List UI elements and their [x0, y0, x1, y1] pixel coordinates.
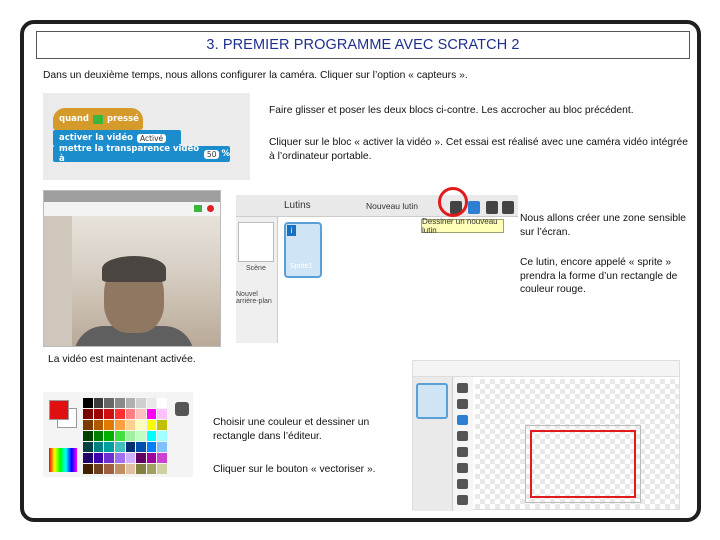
- brush-tool-icon[interactable]: [457, 383, 468, 393]
- color-swatch[interactable]: [83, 442, 93, 452]
- color-swatch[interactable]: [126, 431, 136, 441]
- color-swatch[interactable]: [104, 464, 114, 474]
- color-swatch[interactable]: [136, 420, 146, 430]
- rectangle-tool-icon[interactable]: [457, 415, 468, 425]
- paint-editor-topbar: [413, 361, 679, 377]
- new-backdrop-label: Nouvel arrière-plan: [236, 291, 272, 305]
- color-swatch[interactable]: [157, 420, 167, 430]
- activate-video-label: activer la vidéo: [59, 133, 133, 143]
- color-swatch[interactable]: [126, 453, 136, 463]
- color-swatch[interactable]: [115, 398, 125, 408]
- ellipse-tool-icon[interactable]: [457, 431, 468, 441]
- color-swatch[interactable]: [94, 453, 104, 463]
- sprite-description-text: Ce lutin, encore appelé « sprite » prendra la forme d’un rectangle de couleur rouge.: [520, 257, 678, 295]
- color-swatch[interactable]: [147, 464, 157, 474]
- color-swatch[interactable]: [83, 464, 93, 474]
- color-swatch[interactable]: [126, 464, 136, 474]
- video-activated-caption: La vidéo est maintenant activée.: [48, 354, 196, 365]
- color-swatch[interactable]: [104, 420, 114, 430]
- color-swatch[interactable]: [83, 453, 93, 463]
- color-swatch[interactable]: [126, 398, 136, 408]
- color-swatch[interactable]: [136, 453, 146, 463]
- color-grid[interactable]: [83, 398, 167, 474]
- costume-list: [413, 377, 453, 511]
- hat-label: quand: [59, 114, 90, 124]
- scratch-blocks-image: [43, 93, 250, 180]
- eyedropper-icon[interactable]: [175, 402, 189, 416]
- text-tool-icon[interactable]: [457, 447, 468, 457]
- sensitive-zone-text: Nous allons créer une zone sensible sur l’écran.: [520, 213, 686, 238]
- color-swatch[interactable]: [126, 420, 136, 430]
- when-flag-clicked-block[interactable]: [53, 108, 143, 130]
- color-swatch[interactable]: [94, 431, 104, 441]
- green-flag-icon[interactable]: [194, 205, 202, 212]
- transparency-value[interactable]: 50: [204, 150, 220, 159]
- intro-text: Dans un deuxième temps, nous allons configurer la caméra. Cliquer sur l’option « capteurs ».: [43, 70, 468, 81]
- person-hair: [102, 256, 166, 282]
- sprites-header-label: Lutins: [284, 200, 311, 211]
- color-swatch[interactable]: [147, 431, 157, 441]
- color-swatch[interactable]: [157, 453, 167, 463]
- vectorize-text: Cliquer sur le bouton « vectoriser ».: [213, 464, 376, 475]
- camera-sprite-icon[interactable]: [502, 201, 514, 214]
- color-swatch[interactable]: [104, 453, 114, 463]
- color-swatch[interactable]: [115, 442, 125, 452]
- color-swatch[interactable]: [126, 442, 136, 452]
- transparency-unit: %: [221, 149, 230, 159]
- color-swatch[interactable]: [115, 453, 125, 463]
- color-swatch[interactable]: [136, 409, 146, 419]
- stage-column: [236, 217, 278, 343]
- color-swatch[interactable]: [147, 398, 157, 408]
- color-swatch[interactable]: [104, 398, 114, 408]
- red-rectangle-sprite[interactable]: [530, 430, 636, 498]
- color-swatch[interactable]: [136, 464, 146, 474]
- color-swatch[interactable]: [136, 431, 146, 441]
- color-swatch[interactable]: [157, 398, 167, 408]
- color-swatch[interactable]: [104, 409, 114, 419]
- color-swatch[interactable]: [147, 409, 157, 419]
- color-swatch[interactable]: [157, 442, 167, 452]
- color-swatch[interactable]: [115, 464, 125, 474]
- stage-label: Scène: [246, 265, 266, 272]
- draw-rectangle-text: Choisir une couleur et dessiner un rectangle dans l’éditeur.: [213, 417, 370, 442]
- click-block-text: Cliquer sur le bloc « activer la vidéo ». Cet essai est réalisé avec une caméra vidéo intégrée à l’ordinateur portable.: [269, 137, 688, 162]
- color-swatch[interactable]: [115, 420, 125, 430]
- color-swatch[interactable]: [83, 431, 93, 441]
- drag-blocks-text: Faire glisser et poser les deux blocs ci-contre. Les accrocher au bloc précédent.: [269, 105, 634, 116]
- info-icon[interactable]: i: [287, 225, 296, 236]
- activate-video-dropdown[interactable]: Activé: [137, 134, 166, 143]
- primary-color-swatch[interactable]: [49, 400, 69, 420]
- hat-flag-label: pressé: [107, 114, 139, 124]
- page-title: 3. PREMIER PROGRAMME AVEC SCRATCH 2: [206, 37, 520, 53]
- camera-video-feed: [44, 216, 220, 346]
- color-swatch[interactable]: [83, 398, 93, 408]
- sprite1-label: Sprite1: [290, 263, 313, 270]
- sprite1-thumbnail[interactable]: [284, 222, 322, 278]
- select-tool-icon[interactable]: [457, 495, 468, 505]
- color-swatch[interactable]: [136, 442, 146, 452]
- stage-thumbnail[interactable]: [238, 222, 274, 262]
- fill-tool-icon[interactable]: [457, 463, 468, 473]
- transparency-label: mettre la transparence vidéo à: [59, 144, 200, 164]
- color-swatch[interactable]: [83, 409, 93, 419]
- color-spectrum[interactable]: [49, 448, 77, 472]
- color-swatch[interactable]: [157, 431, 167, 441]
- eraser-tool-icon[interactable]: [457, 479, 468, 489]
- color-swatch[interactable]: [115, 431, 125, 441]
- color-swatch[interactable]: [94, 420, 104, 430]
- highlight-circle: [438, 187, 468, 217]
- new-sprite-label: Nouveau lutin: [366, 201, 418, 211]
- title-box: [36, 31, 690, 59]
- paint-sprite-tooltip: Dessiner un nouveau lutin: [421, 219, 504, 233]
- paint-new-sprite-icon[interactable]: [468, 201, 480, 214]
- color-swatch[interactable]: [147, 453, 157, 463]
- stage-toolbar: [44, 202, 220, 216]
- color-swatch[interactable]: [126, 409, 136, 419]
- color-swatch[interactable]: [147, 442, 157, 452]
- green-flag-icon: [93, 115, 103, 124]
- color-swatch[interactable]: [136, 398, 146, 408]
- color-swatch[interactable]: [104, 431, 114, 441]
- background-door: [44, 216, 72, 346]
- stop-icon[interactable]: [207, 205, 214, 212]
- color-swatch[interactable]: [94, 442, 104, 452]
- color-swatch[interactable]: [94, 464, 104, 474]
- scratch-editor-screenshot: [43, 190, 221, 347]
- color-swatch[interactable]: [104, 442, 114, 452]
- color-swatch[interactable]: [83, 420, 93, 430]
- upload-sprite-icon[interactable]: [486, 201, 498, 214]
- sprite-panel-header: [236, 195, 518, 217]
- color-swatch[interactable]: [115, 409, 125, 419]
- color-swatch[interactable]: [94, 409, 104, 419]
- color-swatch[interactable]: [157, 464, 167, 474]
- line-tool-icon[interactable]: [457, 399, 468, 409]
- color-swatch[interactable]: [94, 398, 104, 408]
- color-palette-screenshot: [43, 392, 193, 477]
- color-swatch[interactable]: [157, 409, 167, 419]
- editor-menubar: [44, 191, 220, 202]
- costume-thumbnail[interactable]: [416, 383, 448, 419]
- paint-tools: [453, 377, 473, 511]
- color-swatch[interactable]: [147, 420, 157, 430]
- set-video-transparency-block[interactable]: [53, 146, 230, 162]
